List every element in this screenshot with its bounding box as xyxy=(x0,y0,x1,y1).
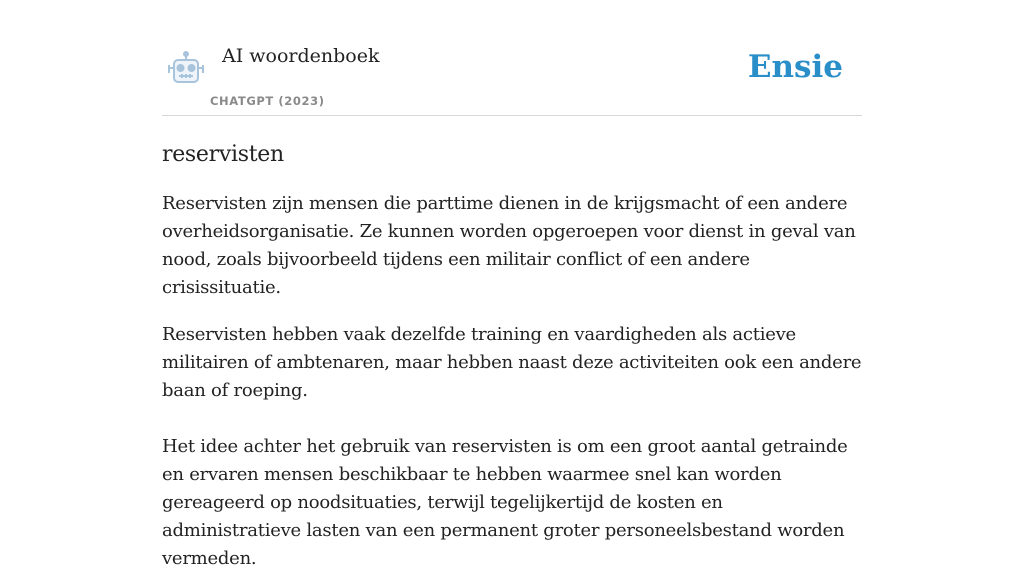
site-header xyxy=(162,0,862,116)
site-subtitle: CHATGPT (2023) xyxy=(210,94,325,108)
brand-logo[interactable]: Ensie xyxy=(747,49,843,85)
entry-paragraph: Reservisten zijn mensen die parttime dienen in de krijgsmacht of een andere overheidsorganisatie. Ze kunnen worden opgeroepen voor dienst in geval van nood, zoals bijvoorbeeld tijdens een militair conflict of een andere crisissituatie. xyxy=(162,193,856,298)
entry-headword: reservisten xyxy=(162,142,284,167)
entry-paragraph: Reservisten hebben vaak dezelfde training en vaardigheden als actieve militairen of ambtenaren, maar hebben naast deze activiteiten ook een andere baan of roeping. xyxy=(162,324,862,401)
site-title[interactable]: AI woordenboek xyxy=(222,45,380,67)
entry-content xyxy=(162,139,862,573)
robot-icon[interactable] xyxy=(166,50,206,90)
entry-paragraph: Het idee achter het gebruik van reservisten is om een groot aantal getrainde en ervaren mensen beschikbaar te hebben waarmee snel kan worden gereageerd op noodsituaties, terwijl tegelijkertijd de kosten en administratieve lasten van een permanent groter personeelsbestand worden vermeden. xyxy=(162,436,848,569)
